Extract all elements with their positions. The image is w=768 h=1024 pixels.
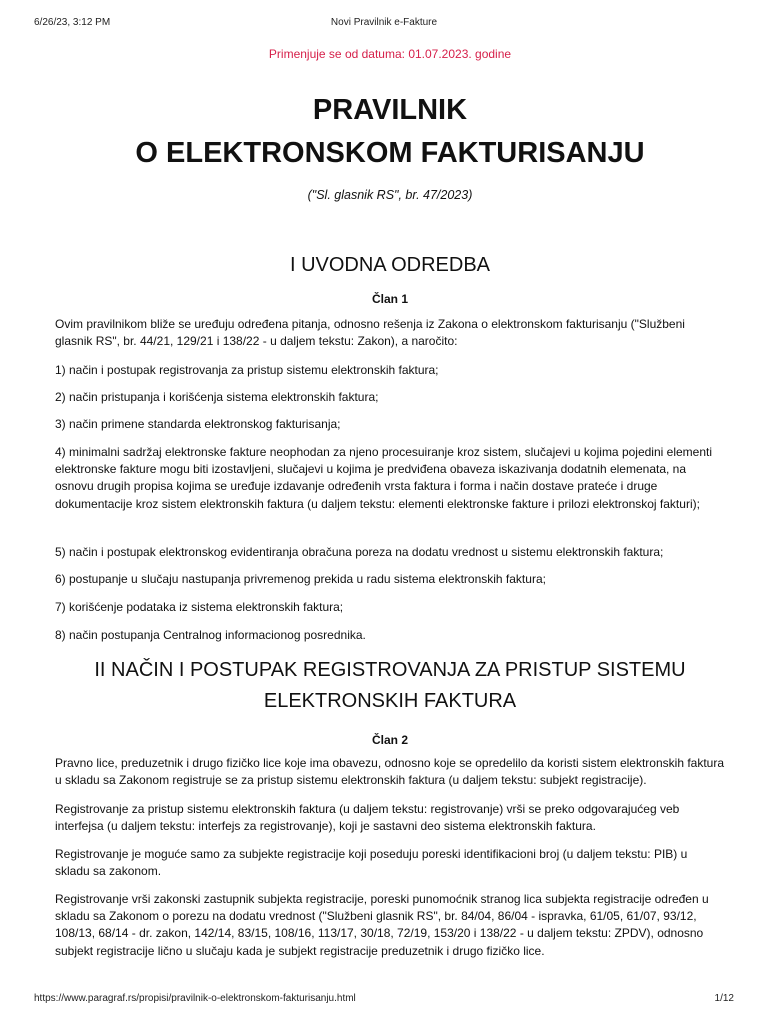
list-item: 6) postupanje u slučaju nastupanja privremenog prekida u radu sistema elektronskih faktura; xyxy=(55,572,546,586)
title-line-2: O ELEKTRONSKOM FAKTURISANJU xyxy=(135,137,645,169)
list-item: 3) način primene standarda elektronskog fakturisanja; xyxy=(55,417,341,431)
print-page-title: Novi Pravilnik e-Fakture xyxy=(330,17,438,28)
print-header xyxy=(34,17,734,31)
article-2-paragraph: Registrovanje vrši zakonski zastupnik subjekta registracije, poreski punomoćnik stranog lica subjekta registracije određen u skladu sa Zakonom o porezu na dodatu vrednost ("Službeni glasnik RS", br. 84/04, 86/04 - ispravka, 61/05, 61/07, 93/12, 108/13, 68/14 - dr. zakon, 142/14, 83/15, 108/16, 113/17, 30/18, 72/19, 153/20 i 138/22 - u daljem tekstu: ZPDV), odnosno subjekt registracije lično u slučaju kada je subjekt registracije preduzetnik i drugo fizičko lice. xyxy=(55,892,709,958)
gazette-reference: ("Sl. glasnik RS", br. 47/2023) xyxy=(307,188,473,202)
source-url: https://www.paragraf.rs/propisi/pravilnik-o-elektronskom-fakturisanju.html xyxy=(34,993,356,1004)
article-1-intro: Ovim pravilnikom bliže se uređuju određena pitanja, odnosno rešenja iz Zakona o elektronskom fakturisanju ("Službeni glasnik RS", br. 44/21, 129/21 i 138/22 - u daljem tekstu: Zakon), a naročito: xyxy=(55,317,685,349)
article-2-paragraph: Registrovanje je moguće samo za subjekte registracije koji poseduju poreski identifikacioni broj (u daljem tekstu: PIB) u skladu sa zakonom. xyxy=(55,847,688,879)
section-1-heading: I UVODNA ODREDBA xyxy=(289,254,491,276)
applies-from-notice: Primenjuje se od datuma: 01.07.2023. godine xyxy=(268,47,512,61)
article-2-paragraph: Registrovanje za pristup sistemu elektronskih faktura (u daljem tekstu: registrovanje) vrši se preko odgovarajućeg veb interfejsa (u daljem tekstu: interfejs za registrovanje), koji je sastavni deo sistema elektronskih faktura. xyxy=(55,802,680,834)
list-item: 1) način i postupak registrovanja za pristup sistemu elektronskih faktura; xyxy=(55,363,439,377)
article-1-heading: Član 1 xyxy=(371,292,408,306)
list-item: 7) korišćenje podataka iz sistema elektronskih faktura; xyxy=(55,600,344,614)
list-item: 5) način i postupak elektronskog evidentiranja obračuna poreza na dodatu vrednost u sistemu elektronskih faktura; xyxy=(55,545,664,559)
list-item: 8) način postupanja Centralnog informacionog posrednika. xyxy=(55,628,366,642)
page-number: 1/12 xyxy=(714,993,734,1004)
print-datetime: 6/26/23, 3:12 PM xyxy=(34,17,111,28)
article-2-paragraph: Pravno lice, preduzetnik i drugo fizičko lice koje ima obavezu, odnosno koje se opredelilo da koristi sistem elektronskih faktura u skladu sa Zakonom registruje se za pristup sistemu elektronskih faktura (u daljem tekstu: subjekt registracije). xyxy=(55,756,725,788)
document-title xyxy=(55,89,725,175)
list-item: 2) način pristupanja i korišćenja sistema elektronskih faktura; xyxy=(55,390,379,404)
section-2-heading: II NAČIN I POSTUPAK REGISTROVANJA ZA PRISTUP SISTEMU ELEKTRONSKIH FAKTURA xyxy=(94,659,686,712)
print-footer xyxy=(34,993,734,1007)
article-2-heading: Član 2 xyxy=(371,733,408,747)
title-line-1: PRAVILNIK xyxy=(312,94,468,126)
list-item: 4) minimalni sadržaj elektronske fakture neophodan za njeno procesuiranje kroz sistem, slučajevi u kojima pojedini elementi elektronske fakture mogu biti izostavljeni, slučajevi u kojima je predviđena obaveza iskazivanja dodatnih elemenata, na osnovu drugih propisa kojima se uređuje izdavanje određenih vrsta faktura i forma i način dostave prateće i druge dokumentacije kroz sistem elektronskih faktura (u daljem tekstu: elementi elektronske fakture i prilozi elektronskoj fakturi); xyxy=(55,445,712,511)
